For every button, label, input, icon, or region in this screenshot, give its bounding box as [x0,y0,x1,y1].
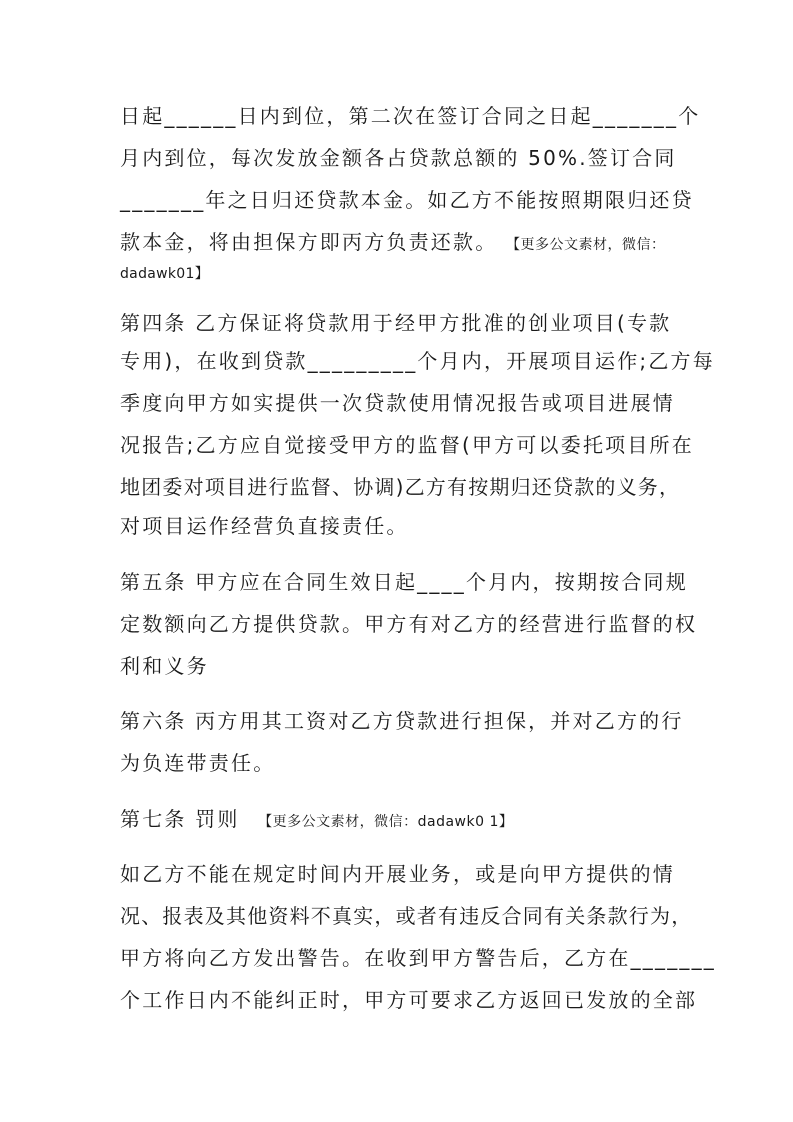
text-line: 专用)，在收到贷款_________个月内，开展项目运作;乙方每 [120,349,715,373]
text-line: _______年之日归还贷款本金。如乙方不能按照期限归还贷 [120,188,694,212]
text-line-with-note [120,227,665,257]
text-line: 日起______日内到位，第二次在签订合同之日起_______个 [120,104,701,128]
text-line: 为负连带责任。 [120,751,276,775]
text-line: 对项目运作经营负直接责任。 [120,514,409,538]
text-line: 个工作日内不能纠正时，甲方可要求乙方返回已发放的全部 [120,988,698,1012]
promo-note: 【更多公文素材，微信：dadawk0 1】 [258,814,514,830]
text-line: 况报告;乙方应自觉接受甲方的监督(甲方可以委托项目所在 [120,433,694,457]
text-segment: 款本金，将由担保方即丙方负责还款。 [120,230,498,254]
promo-note-continuation: dadawk01】 [120,266,210,282]
promo-note: 【更多公文素材，微信： [505,237,666,253]
text-line: 利和义务 [120,654,209,678]
text-line: 如乙方不能在规定时间内开展业务，或是向甲方提供的情 [120,862,675,886]
article-7-heading-line [120,804,513,834]
article-4-heading-line: 第四条 乙方保证将贷款用于经甲方批准的创业项目(专款 [120,311,672,335]
text-line: 地团委对项目进行监督、协调)乙方有按期归还贷款的义务， [120,475,681,499]
article-6-heading-line: 第六条 丙方用其工资对乙方贷款进行担保，并对乙方的行 [120,709,684,733]
text-line: 季度向甲方如实提供一次贷款使用情况报告或项目进展情 [120,391,675,415]
article-5-heading-line: 第五条 甲方应在合同生效日起____个月内，按期按合同规 [120,570,688,594]
text-line: 月内到位，每次发放金额各占贷款总额的 50%.签订合同 [120,146,677,170]
article-7-title: 第七条 罚则 [120,807,240,831]
text-line: 定数额向乙方提供贷款。甲方有对乙方的经营进行监督的权 [120,612,698,636]
text-line: 况、报表及其他资料不真实，或者有违反合同有关条款行为， [120,904,693,928]
text-line: 甲方将向乙方发出警告。在收到甲方警告后，乙方在_______ [120,946,716,970]
